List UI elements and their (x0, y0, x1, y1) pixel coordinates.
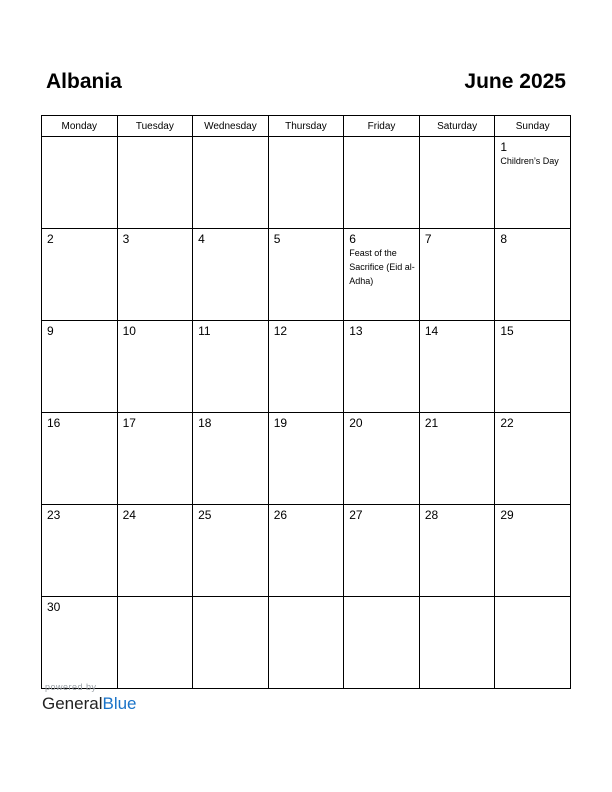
logo-text-blue: Blue (102, 694, 137, 713)
day-number: 17 (122, 416, 136, 430)
day-cell (419, 229, 495, 321)
holiday-label: Feast of the Sacrifice (Eid al-Adha) (349, 248, 415, 286)
day-cell (495, 229, 571, 321)
day-number: 24 (122, 508, 136, 522)
powered-by-label: powered by (45, 682, 97, 692)
day-cell (344, 597, 420, 689)
week-row (42, 229, 571, 321)
calendar-grid (41, 115, 571, 689)
weekday-tuesday: Tuesday (117, 116, 193, 137)
day-cell (42, 505, 118, 597)
day-number: 26 (273, 508, 288, 522)
day-number: 30 (47, 600, 61, 614)
day-cell (193, 321, 269, 413)
day-number: 2 (47, 232, 54, 246)
day-number: 11 (198, 324, 211, 338)
day-number: 4 (198, 232, 205, 246)
day-cell (344, 413, 420, 505)
day-cell (117, 137, 193, 229)
day-cell (42, 597, 118, 689)
weekday-sunday: Sunday (495, 116, 571, 137)
country-title: Albania (46, 70, 122, 93)
day-cell (117, 505, 193, 597)
day-cell (419, 321, 495, 413)
day-number: 16 (47, 416, 61, 430)
day-number: 13 (349, 324, 363, 338)
day-cell (42, 413, 118, 505)
weekday-monday: Monday (42, 116, 118, 137)
calendar-body (42, 137, 571, 689)
day-number: 25 (198, 508, 212, 522)
weekday-saturday: Saturday (419, 116, 495, 137)
day-number: 8 (500, 232, 508, 246)
day-cell (193, 505, 269, 597)
day-number: 23 (47, 508, 61, 522)
day-cell (193, 137, 269, 229)
day-cell (268, 505, 344, 597)
day-cell (42, 137, 118, 229)
day-cell (268, 137, 344, 229)
logo-text-general: General (42, 694, 103, 713)
week-row (42, 137, 571, 229)
holiday-label: Children’s Day (500, 156, 559, 166)
day-number: 27 (349, 508, 363, 522)
day-cell (117, 321, 193, 413)
day-cell (419, 505, 495, 597)
weekday-wednesday: Wednesday (193, 116, 269, 137)
day-cell (495, 413, 571, 505)
day-number: 3 (122, 232, 130, 246)
day-cell (268, 413, 344, 505)
day-number: 7 (424, 232, 432, 246)
day-cell (42, 229, 118, 321)
day-cell (117, 229, 193, 321)
day-cell (193, 229, 269, 321)
day-number: 6 (349, 232, 356, 246)
day-cell (495, 505, 571, 597)
day-number: 21 (424, 416, 439, 430)
day-cell (495, 137, 571, 229)
weekday-thursday: Thursday (268, 116, 344, 137)
day-cell (117, 413, 193, 505)
day-number: 12 (273, 324, 288, 338)
week-row (42, 413, 571, 505)
day-cell (117, 597, 193, 689)
day-cell (419, 137, 495, 229)
day-cell (268, 321, 344, 413)
week-row (42, 597, 571, 689)
day-cell (495, 597, 571, 689)
week-row (42, 321, 571, 413)
day-number: 14 (424, 324, 439, 338)
day-cell (344, 321, 420, 413)
day-cell (268, 229, 344, 321)
day-cell (344, 505, 420, 597)
day-number: 15 (500, 324, 514, 338)
day-cell (495, 321, 571, 413)
day-number: 1 (500, 140, 508, 154)
day-number: 19 (273, 416, 288, 430)
day-number: 18 (198, 416, 212, 430)
day-number: 20 (349, 416, 363, 430)
day-cell (268, 597, 344, 689)
day-number: 10 (122, 324, 136, 338)
day-cell (344, 137, 420, 229)
day-number: 29 (500, 508, 514, 522)
day-cell (193, 597, 269, 689)
month-title: June 2025 (464, 70, 566, 93)
day-number: 9 (47, 324, 54, 338)
weekday-friday: Friday (344, 116, 420, 137)
day-number: 22 (500, 416, 514, 430)
week-row (42, 505, 571, 597)
generalblue-logo (42, 694, 137, 714)
day-cell (42, 321, 118, 413)
day-cell (193, 413, 269, 505)
day-cell (419, 413, 495, 505)
day-number: 28 (424, 508, 439, 522)
day-cell (419, 597, 495, 689)
day-number: 5 (273, 232, 281, 246)
day-cell (344, 229, 420, 321)
weekday-header-row (42, 116, 571, 137)
